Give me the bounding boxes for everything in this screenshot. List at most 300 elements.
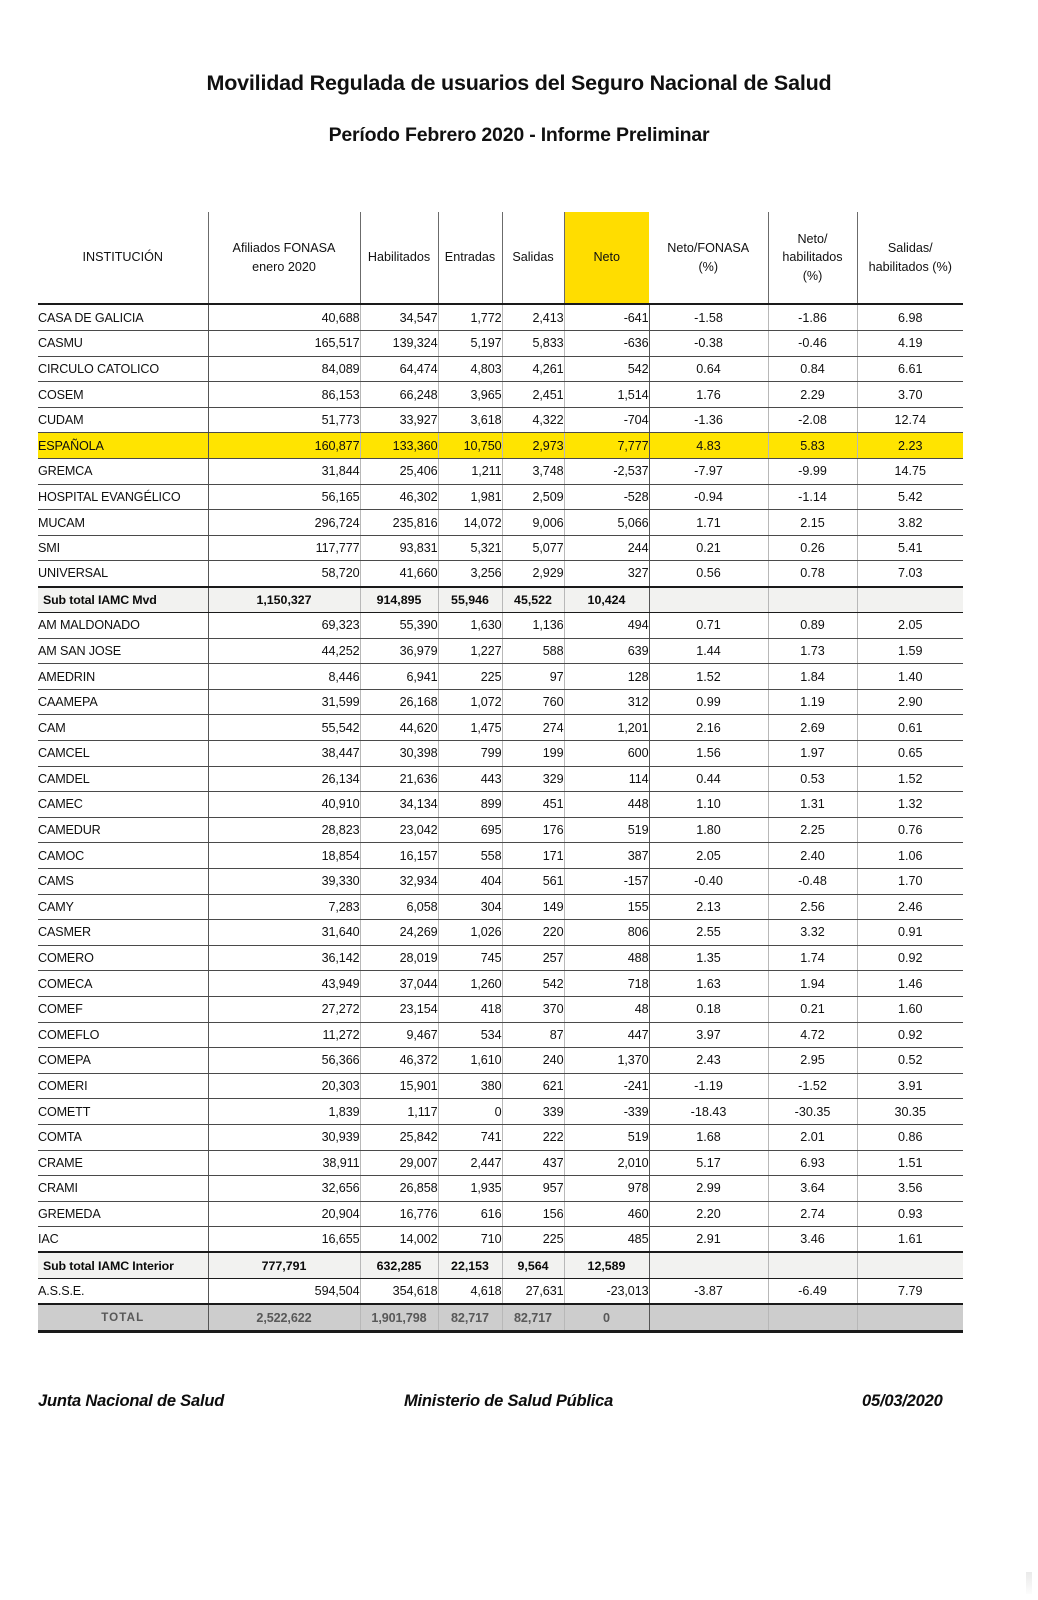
- cell-entradas: 14,072: [438, 510, 502, 536]
- cell-neto-habilitados-pct: -1.52: [768, 1073, 857, 1099]
- table-row: [38, 1124, 963, 1150]
- cell-afiliados-fonasa: 40,910: [208, 792, 360, 818]
- table-row: [38, 1150, 963, 1176]
- cell-neto-fonasa-pct: -18.43: [649, 1099, 768, 1125]
- cell-neto-fonasa-pct: 1.68: [649, 1124, 768, 1150]
- cell-neto: -2,537: [564, 459, 649, 485]
- cell-neto-habilitados-pct: 0.89: [768, 613, 857, 639]
- cell-salidas-habilitados-pct: 2.46: [857, 894, 963, 920]
- cell-neto: 1,201: [564, 715, 649, 741]
- cell-entradas: 799: [438, 741, 502, 767]
- cell-habilitados: 139,324: [360, 331, 438, 357]
- cell-salidas-habilitados-pct: 4.19: [857, 331, 963, 357]
- cell-salidas: 760: [502, 689, 564, 715]
- cell-neto: 155: [564, 894, 649, 920]
- cell-neto-habilitados-pct: [768, 1252, 857, 1278]
- cell-afiliados-fonasa: 1,150,327: [208, 587, 360, 613]
- cell-neto-habilitados-pct: 1.97: [768, 741, 857, 767]
- cell-neto: 128: [564, 664, 649, 690]
- column-header-entradas: Entradas: [438, 212, 502, 304]
- cell-habilitados: 15,901: [360, 1073, 438, 1099]
- cell-neto-fonasa-pct: 1.52: [649, 664, 768, 690]
- cell-afiliados-fonasa: 31,844: [208, 459, 360, 485]
- cell-habilitados: 26,858: [360, 1176, 438, 1202]
- table-body-totals: [38, 1252, 963, 1332]
- cell-afiliados-fonasa: 56,366: [208, 1048, 360, 1074]
- cell-entradas: 5,321: [438, 535, 502, 561]
- cell-afiliados-fonasa: 8,446: [208, 664, 360, 690]
- cell-neto-fonasa-pct: -1.36: [649, 407, 768, 433]
- cell-salidas-habilitados-pct: 3.82: [857, 510, 963, 536]
- cell-salidas-habilitados-pct: 2.90: [857, 689, 963, 715]
- column-header-afiliados-fonasa: Afiliados FONASA enero 2020: [208, 212, 360, 304]
- cell-afiliados-fonasa: 38,447: [208, 741, 360, 767]
- cell-salidas: 240: [502, 1048, 564, 1074]
- cell-neto-fonasa-pct: -3.87: [649, 1278, 768, 1304]
- table-row: [38, 305, 963, 331]
- page-subtitle: Período Febrero 2020 - Informe Preliminar: [328, 123, 710, 146]
- cell-neto-habilitados-pct: 0.53: [768, 766, 857, 792]
- cell-neto-habilitados-pct: 2.74: [768, 1201, 857, 1227]
- cell-neto-fonasa-pct: 4.83: [649, 433, 768, 459]
- cell-salidas-habilitados-pct: 30.35: [857, 1099, 963, 1125]
- cell-neto-fonasa-pct: 1.76: [649, 382, 768, 408]
- cell-afiliados-fonasa: 160,877: [208, 433, 360, 459]
- cell-afiliados-fonasa: 32,656: [208, 1176, 360, 1202]
- cell-neto: 600: [564, 741, 649, 767]
- cell-entradas: 225: [438, 664, 502, 690]
- cell-neto-fonasa-pct: 2.16: [649, 715, 768, 741]
- cell-neto-habilitados-pct: 1.84: [768, 664, 857, 690]
- cell-neto: 5,066: [564, 510, 649, 536]
- cell-habilitados: 16,776: [360, 1201, 438, 1227]
- cell-neto-habilitados-pct: 2.15: [768, 510, 857, 536]
- cell-neto: 519: [564, 1124, 649, 1150]
- cell-afiliados-fonasa: 31,599: [208, 689, 360, 715]
- cell-entradas: 22,153: [438, 1252, 502, 1278]
- cell-neto-fonasa-pct: 5.17: [649, 1150, 768, 1176]
- cell-salidas: 274: [502, 715, 564, 741]
- cell-habilitados: 14,002: [360, 1227, 438, 1253]
- cell-afiliados-fonasa: 43,949: [208, 971, 360, 997]
- cell-habilitados: 93,831: [360, 535, 438, 561]
- cell-salidas: 451: [502, 792, 564, 818]
- cell-entradas: 0: [438, 1099, 502, 1125]
- cell-salidas-habilitados-pct: [857, 1252, 963, 1278]
- cell-afiliados-fonasa: 36,142: [208, 945, 360, 971]
- table-row: [38, 459, 963, 485]
- table-row: [38, 613, 963, 639]
- cell-afiliados-fonasa: 39,330: [208, 868, 360, 894]
- cell-institucion: AM MALDONADO: [38, 613, 208, 639]
- cell-salidas: 199: [502, 741, 564, 767]
- table-row: [38, 561, 963, 587]
- cell-institucion: CAMOC: [38, 843, 208, 869]
- cell-salidas-habilitados-pct: [857, 1304, 963, 1332]
- table-row: [38, 407, 963, 433]
- cell-neto-habilitados-pct: 0.84: [768, 356, 857, 382]
- cell-salidas-habilitados-pct: 3.56: [857, 1176, 963, 1202]
- table-row: [38, 971, 963, 997]
- cell-institucion: TOTAL: [38, 1304, 208, 1332]
- table-row: [38, 792, 963, 818]
- report-table-container: [38, 212, 963, 1333]
- cell-institucion: GREMCA: [38, 459, 208, 485]
- cell-habilitados: 26,168: [360, 689, 438, 715]
- cell-afiliados-fonasa: 2,522,622: [208, 1304, 360, 1332]
- cell-habilitados: 46,372: [360, 1048, 438, 1074]
- cell-neto-fonasa-pct: [649, 1252, 768, 1278]
- cell-entradas: 380: [438, 1073, 502, 1099]
- cell-entradas: 3,256: [438, 561, 502, 587]
- table-row: [38, 945, 963, 971]
- cell-neto-habilitados-pct: 3.46: [768, 1227, 857, 1253]
- cell-salidas: 2,929: [502, 561, 564, 587]
- cell-entradas: 695: [438, 817, 502, 843]
- cell-habilitados: 6,058: [360, 894, 438, 920]
- cell-neto-fonasa-pct: -7.97: [649, 459, 768, 485]
- cell-neto-fonasa-pct: -0.38: [649, 331, 768, 357]
- cell-salidas: 339: [502, 1099, 564, 1125]
- cell-salidas: 9,564: [502, 1252, 564, 1278]
- cell-afiliados-fonasa: 44,252: [208, 638, 360, 664]
- cell-neto-fonasa-pct: 2.99: [649, 1176, 768, 1202]
- cell-salidas-habilitados-pct: 0.92: [857, 945, 963, 971]
- cell-salidas: 370: [502, 996, 564, 1022]
- cell-entradas: 4,618: [438, 1278, 502, 1304]
- cell-habilitados: 21,636: [360, 766, 438, 792]
- cell-salidas-habilitados-pct: 7.79: [857, 1278, 963, 1304]
- cell-institucion: COMERO: [38, 945, 208, 971]
- cell-habilitados: 6,941: [360, 664, 438, 690]
- cell-neto-fonasa-pct: 3.97: [649, 1022, 768, 1048]
- cell-afiliados-fonasa: 28,823: [208, 817, 360, 843]
- cell-neto-habilitados-pct: 2.25: [768, 817, 857, 843]
- cell-neto-habilitados-pct: -1.86: [768, 305, 857, 331]
- cell-salidas-habilitados-pct: 6.98: [857, 305, 963, 331]
- cell-salidas: 2,973: [502, 433, 564, 459]
- cell-salidas: 97: [502, 664, 564, 690]
- cell-afiliados-fonasa: 84,089: [208, 356, 360, 382]
- cell-neto-habilitados-pct: -1.14: [768, 484, 857, 510]
- cell-neto-fonasa-pct: 2.43: [649, 1048, 768, 1074]
- cell-entradas: 10,750: [438, 433, 502, 459]
- cell-salidas-habilitados-pct: 12.74: [857, 407, 963, 433]
- cell-habilitados: 29,007: [360, 1150, 438, 1176]
- table-row: [38, 1176, 963, 1202]
- cell-neto-habilitados-pct: 2.56: [768, 894, 857, 920]
- table-row: [38, 331, 963, 357]
- cell-salidas: 5,077: [502, 535, 564, 561]
- cell-neto: 2,010: [564, 1150, 649, 1176]
- cell-neto-habilitados-pct: 0.78: [768, 561, 857, 587]
- cell-afiliados-fonasa: 117,777: [208, 535, 360, 561]
- cell-neto-habilitados-pct: [768, 587, 857, 613]
- cell-salidas: 149: [502, 894, 564, 920]
- table-row-asse: [38, 1278, 963, 1304]
- cell-habilitados: 32,934: [360, 868, 438, 894]
- cell-institucion: CAMEDUR: [38, 817, 208, 843]
- cell-institucion: COMEF: [38, 996, 208, 1022]
- cell-neto: 447: [564, 1022, 649, 1048]
- cell-habilitados: 23,042: [360, 817, 438, 843]
- cell-neto: -23,013: [564, 1278, 649, 1304]
- cell-habilitados: 66,248: [360, 382, 438, 408]
- cell-salidas-habilitados-pct: 1.70: [857, 868, 963, 894]
- table-row: [38, 1227, 963, 1253]
- table-body-interior: [38, 613, 963, 1253]
- cell-neto: 7,777: [564, 433, 649, 459]
- cell-entradas: 1,772: [438, 305, 502, 331]
- cell-institucion: CASMER: [38, 920, 208, 946]
- cell-neto-habilitados-pct: -0.48: [768, 868, 857, 894]
- table-row: [38, 1022, 963, 1048]
- cell-salidas: 225: [502, 1227, 564, 1253]
- cell-salidas-habilitados-pct: [857, 587, 963, 613]
- cell-habilitados: 9,467: [360, 1022, 438, 1048]
- cell-neto-fonasa-pct: 0.56: [649, 561, 768, 587]
- table-row: [38, 510, 963, 536]
- cell-entradas: 304: [438, 894, 502, 920]
- cell-neto: -157: [564, 868, 649, 894]
- cell-habilitados: 34,547: [360, 305, 438, 331]
- cell-salidas: 329: [502, 766, 564, 792]
- cell-neto: 327: [564, 561, 649, 587]
- cell-habilitados: 25,406: [360, 459, 438, 485]
- cell-salidas-habilitados-pct: 1.52: [857, 766, 963, 792]
- cell-salidas-habilitados-pct: 1.40: [857, 664, 963, 690]
- cell-afiliados-fonasa: 51,773: [208, 407, 360, 433]
- cell-salidas-habilitados-pct: 1.51: [857, 1150, 963, 1176]
- cell-neto-fonasa-pct: -1.58: [649, 305, 768, 331]
- cell-entradas: 616: [438, 1201, 502, 1227]
- cell-salidas: 1,136: [502, 613, 564, 639]
- cell-neto: 12,589: [564, 1252, 649, 1278]
- cell-neto-fonasa-pct: 0.64: [649, 356, 768, 382]
- cell-salidas: 4,261: [502, 356, 564, 382]
- cell-institucion: CRAMI: [38, 1176, 208, 1202]
- cell-entradas: 1,227: [438, 638, 502, 664]
- cell-institucion: CAMY: [38, 894, 208, 920]
- cell-institucion: CAMEC: [38, 792, 208, 818]
- cell-neto-habilitados-pct: 0.26: [768, 535, 857, 561]
- cell-institucion: COMERI: [38, 1073, 208, 1099]
- cell-neto-habilitados-pct: 2.69: [768, 715, 857, 741]
- cell-institucion: A.S.S.E.: [38, 1278, 208, 1304]
- cell-salidas: 621: [502, 1073, 564, 1099]
- table-row: [38, 843, 963, 869]
- cell-salidas-habilitados-pct: 0.91: [857, 920, 963, 946]
- cell-neto: 485: [564, 1227, 649, 1253]
- cell-afiliados-fonasa: 30,939: [208, 1124, 360, 1150]
- cell-entradas: 82,717: [438, 1304, 502, 1332]
- cell-salidas: 156: [502, 1201, 564, 1227]
- cell-neto: 0: [564, 1304, 649, 1332]
- cell-afiliados-fonasa: 27,272: [208, 996, 360, 1022]
- cell-neto-fonasa-pct: 1.35: [649, 945, 768, 971]
- cell-salidas: 27,631: [502, 1278, 564, 1304]
- table-row: [38, 766, 963, 792]
- cell-afiliados-fonasa: 58,720: [208, 561, 360, 587]
- table-row: [38, 535, 963, 561]
- cell-institucion: COMECA: [38, 971, 208, 997]
- cell-institucion: MUCAM: [38, 510, 208, 536]
- cell-afiliados-fonasa: 40,688: [208, 305, 360, 331]
- cell-salidas-habilitados-pct: 14.75: [857, 459, 963, 485]
- table-row: [38, 996, 963, 1022]
- cell-salidas-habilitados-pct: 1.60: [857, 996, 963, 1022]
- cell-afiliados-fonasa: 777,791: [208, 1252, 360, 1278]
- cell-neto: -641: [564, 305, 649, 331]
- cell-institucion: COMTA: [38, 1124, 208, 1150]
- cell-neto-habilitados-pct: 1.74: [768, 945, 857, 971]
- table-row: [38, 1201, 963, 1227]
- cell-salidas-habilitados-pct: 0.92: [857, 1022, 963, 1048]
- cell-neto: -339: [564, 1099, 649, 1125]
- cell-afiliados-fonasa: 86,153: [208, 382, 360, 408]
- table-row: [38, 1099, 963, 1125]
- cell-entradas: 534: [438, 1022, 502, 1048]
- cell-neto-fonasa-pct: 0.71: [649, 613, 768, 639]
- cell-neto-fonasa-pct: 2.20: [649, 1201, 768, 1227]
- cell-salidas-habilitados-pct: 0.61: [857, 715, 963, 741]
- cell-afiliados-fonasa: 594,504: [208, 1278, 360, 1304]
- cell-habilitados: 36,979: [360, 638, 438, 664]
- cell-afiliados-fonasa: 56,165: [208, 484, 360, 510]
- cell-institucion: CAM: [38, 715, 208, 741]
- table-row: [38, 1048, 963, 1074]
- cell-entradas: 741: [438, 1124, 502, 1150]
- cell-habilitados: 25,842: [360, 1124, 438, 1150]
- cell-afiliados-fonasa: 165,517: [208, 331, 360, 357]
- cell-neto-fonasa-pct: 2.91: [649, 1227, 768, 1253]
- cell-salidas-habilitados-pct: 1.59: [857, 638, 963, 664]
- cell-salidas: 45,522: [502, 587, 564, 613]
- cell-entradas: 558: [438, 843, 502, 869]
- cell-salidas: 9,006: [502, 510, 564, 536]
- cell-entradas: 1,610: [438, 1048, 502, 1074]
- cell-neto-habilitados-pct: 1.73: [768, 638, 857, 664]
- cell-afiliados-fonasa: 296,724: [208, 510, 360, 536]
- cell-afiliados-fonasa: 20,303: [208, 1073, 360, 1099]
- cell-entradas: 404: [438, 868, 502, 894]
- cell-salidas-habilitados-pct: 5.42: [857, 484, 963, 510]
- cell-habilitados: 632,285: [360, 1252, 438, 1278]
- cell-institucion: Sub total IAMC Interior: [38, 1252, 208, 1278]
- footer-date: 05/03/2020: [862, 1392, 943, 1410]
- cell-neto-fonasa-pct: 0.44: [649, 766, 768, 792]
- cell-salidas: 2,413: [502, 305, 564, 331]
- cell-neto-habilitados-pct: 2.29: [768, 382, 857, 408]
- cell-salidas: 5,833: [502, 331, 564, 357]
- cell-entradas: 710: [438, 1227, 502, 1253]
- cell-institucion: COSEM: [38, 382, 208, 408]
- cell-salidas-habilitados-pct: 5.41: [857, 535, 963, 561]
- cell-neto-habilitados-pct: 3.32: [768, 920, 857, 946]
- cell-neto: 244: [564, 535, 649, 561]
- cell-afiliados-fonasa: 31,640: [208, 920, 360, 946]
- cell-neto-fonasa-pct: 1.63: [649, 971, 768, 997]
- cell-afiliados-fonasa: 1,839: [208, 1099, 360, 1125]
- cell-entradas: 1,475: [438, 715, 502, 741]
- cell-salidas-habilitados-pct: 1.61: [857, 1227, 963, 1253]
- cell-afiliados-fonasa: 11,272: [208, 1022, 360, 1048]
- cell-neto: 488: [564, 945, 649, 971]
- cell-institucion: UNIVERSAL: [38, 561, 208, 587]
- cell-habilitados: 64,474: [360, 356, 438, 382]
- cell-neto-habilitados-pct: -30.35: [768, 1099, 857, 1125]
- cell-entradas: 1,935: [438, 1176, 502, 1202]
- cell-habilitados: 28,019: [360, 945, 438, 971]
- column-header-habilitados: Habilitados: [360, 212, 438, 304]
- cell-neto: 448: [564, 792, 649, 818]
- cell-neto-habilitados-pct: 1.19: [768, 689, 857, 715]
- cell-neto-habilitados-pct: 2.40: [768, 843, 857, 869]
- subtotal-row-montevideo: [38, 587, 963, 613]
- cell-neto-fonasa-pct: 1.80: [649, 817, 768, 843]
- cell-neto-habilitados-pct: 6.93: [768, 1150, 857, 1176]
- table-row: [38, 638, 963, 664]
- page-edge-artifact: [1026, 1572, 1032, 1594]
- cell-salidas: 561: [502, 868, 564, 894]
- cell-entradas: 1,072: [438, 689, 502, 715]
- cell-neto-habilitados-pct: 1.94: [768, 971, 857, 997]
- subtotal-row-interior: [38, 1252, 963, 1278]
- footer-ministry: Ministerio de Salud Pública: [404, 1392, 614, 1410]
- cell-institucion: CAMS: [38, 868, 208, 894]
- column-header-neto-habilitados-pct: Neto/ habilitados (%): [768, 212, 857, 304]
- cell-neto: -704: [564, 407, 649, 433]
- cell-salidas-habilitados-pct: 0.76: [857, 817, 963, 843]
- cell-habilitados: 33,927: [360, 407, 438, 433]
- cell-habilitados: 34,134: [360, 792, 438, 818]
- cell-habilitados: 46,302: [360, 484, 438, 510]
- cell-neto: 542: [564, 356, 649, 382]
- cell-neto: 10,424: [564, 587, 649, 613]
- table-row: [38, 356, 963, 382]
- document-header: [0, 0, 1038, 147]
- cell-afiliados-fonasa: 38,911: [208, 1150, 360, 1176]
- cell-salidas-habilitados-pct: 1.32: [857, 792, 963, 818]
- footer-organization: Junta Nacional de Salud: [38, 1392, 225, 1410]
- cell-entradas: 1,260: [438, 971, 502, 997]
- column-header-neto: Neto: [564, 212, 649, 304]
- cell-afiliados-fonasa: 16,655: [208, 1227, 360, 1253]
- table-row: [38, 894, 963, 920]
- cell-neto-habilitados-pct: -6.49: [768, 1278, 857, 1304]
- cell-afiliados-fonasa: 55,542: [208, 715, 360, 741]
- table-row: [38, 741, 963, 767]
- cell-institucion: COMEFLO: [38, 1022, 208, 1048]
- cell-entradas: 443: [438, 766, 502, 792]
- cell-neto: -528: [564, 484, 649, 510]
- cell-neto-habilitados-pct: 0.21: [768, 996, 857, 1022]
- cell-salidas-habilitados-pct: 2.05: [857, 613, 963, 639]
- total-row: [38, 1304, 963, 1332]
- cell-salidas-habilitados-pct: 6.61: [857, 356, 963, 382]
- cell-institucion: AMEDRIN: [38, 664, 208, 690]
- cell-entradas: 745: [438, 945, 502, 971]
- cell-neto: 1,370: [564, 1048, 649, 1074]
- cell-neto: 1,514: [564, 382, 649, 408]
- cell-neto-fonasa-pct: 2.55: [649, 920, 768, 946]
- cell-neto: -636: [564, 331, 649, 357]
- cell-salidas: 222: [502, 1124, 564, 1150]
- cell-neto-fonasa-pct: [649, 587, 768, 613]
- cell-institucion: CASMU: [38, 331, 208, 357]
- column-header-institucion: INSTITUCIÓN: [38, 212, 208, 304]
- cell-salidas-habilitados-pct: 1.06: [857, 843, 963, 869]
